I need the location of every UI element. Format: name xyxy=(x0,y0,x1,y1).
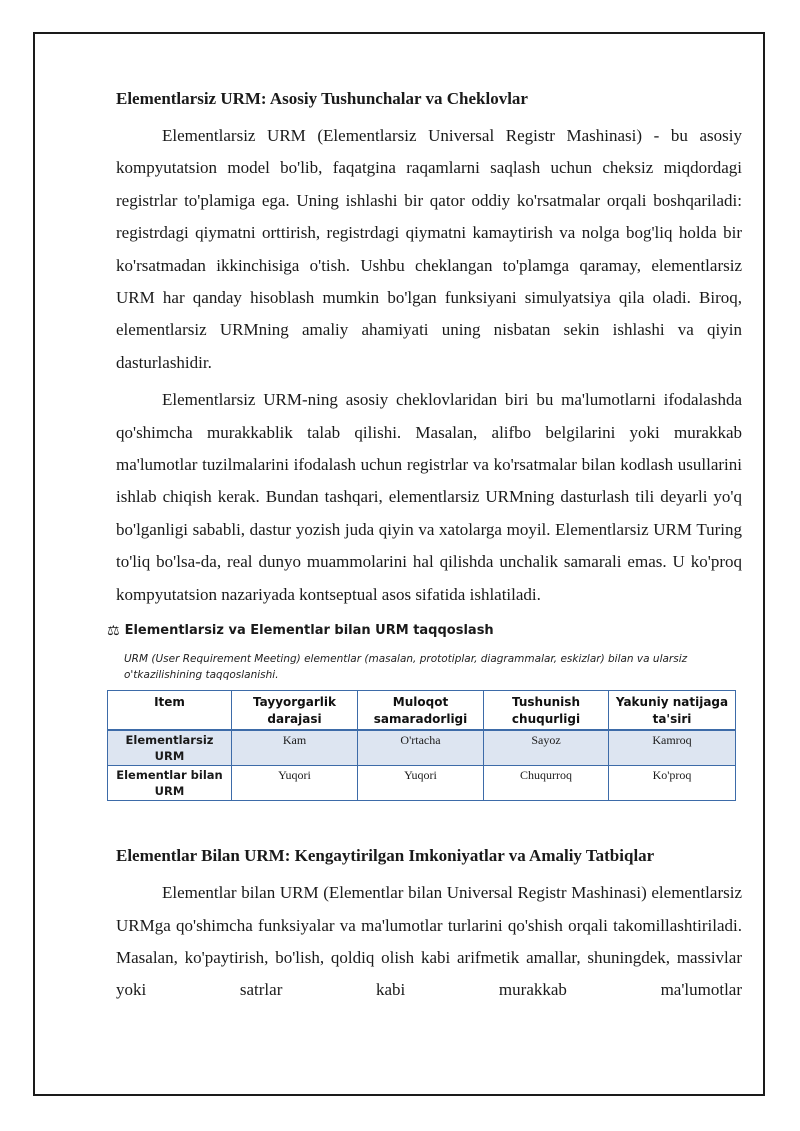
column-header: Muloqot samaradorligi xyxy=(358,691,484,731)
table-cell: O'rtacha xyxy=(358,730,484,766)
column-header: Item xyxy=(108,691,232,731)
table-cell: Kam xyxy=(232,730,358,766)
body-paragraph: Elementlarsiz URM (Elementlarsiz Universal Registr Mashinasi) - bu asosiy kompyutatsion model bo'lib, faqatgina raqamlarni saqlash uchun cheksiz miqdordagi registrlar to'plamiga ega. Uning ishlashi bir qator oddiy ko'rsatmalar orqali boshqariladi: registrdagi qiymatni orttirish, registrdagi qiymatni kamaytirish va nolga bog'liq holda bir ko'rsatmadan ikkinchisiga o'tish. Ushbu cheklangan to'plamga qaramay, elementlarsiz URM har qanday hisoblash mumkin bo'lgan funksiyani simulyatsiya qila oladi. Biroq, elementlarsiz URMning amaliy ahamiyati uning nisbatan sekin ishlashi va qiyin dasturlashidir. xyxy=(116,126,742,372)
row-header: Elementlarsiz URM xyxy=(108,730,232,766)
body-paragraph: Elementlar bilan URM (Elementlar bilan Universal Registr Mashinasi) elementlarsiz URMga qo'shimcha funksiyalar va ma'lumotlar turlarini qo'shish orqali takomillashtiriladi. Masalan, ko'paytirish, bo'lish, qoldiq olish kabi arifmetik amallar, shuningdek, massivlar yoki satrlar kabi murakkab ma'lumotlar xyxy=(116,883,742,1000)
column-header: Tushunish chuqurligi xyxy=(484,691,609,731)
document-content xyxy=(107,86,742,1007)
section-heading: Elementlarsiz URM: Asosiy Tushunchalar va Cheklovlar xyxy=(116,89,528,108)
table-title xyxy=(107,620,735,642)
scale-icon: ⚖ xyxy=(107,623,120,640)
table-cell: Yuqori xyxy=(232,766,358,801)
column-header: Yakuniy natijaga ta'siri xyxy=(609,691,736,731)
table-cell: Kamroq xyxy=(609,730,736,766)
table-cell: Sayoz xyxy=(484,730,609,766)
table-cell: Yuqori xyxy=(358,766,484,801)
table-cell: Chuqurroq xyxy=(484,766,609,801)
table-row xyxy=(108,766,736,801)
body-paragraph: Elementlarsiz URM-ning asosiy cheklovlaridan biri bu ma'lumotlarni ifodalashda qo'shimcha murakkablik talab qilishi. Masalan, alifbo belgilarini yoki murakkab ma'lumotlar tuzilmalarini ifodalash uchun registrlar va ko'rsatmalar bilan kodlash usullarini ishlab chiqish kerak. Bundan tashqari, elementlarsiz URMning dasturlash tili deyarli yo'q bo'lganligi sababli, dastur yozish juda qiyin va xatolarga moyil. Elementlarsiz URM Turing to'liq bo'lsa-da, real dunyo muammolarini hal qilishda unchalik samarali emas. U ko'proq kompyutatsion nazariyada kontseptual asos sifatida ishlatiladi. xyxy=(116,390,742,604)
table-title-text: Elementlarsiz va Elementlar bilan URM taqqoslash xyxy=(124,623,494,639)
comparison-table xyxy=(107,690,736,801)
table-caption: URM (User Requirement Meeting) elementlar (masalan, prototiplar, diagrammalar, eskizlar) bilan va ularsiz o'tkazilishining taqqoslanishi. xyxy=(124,653,688,682)
table-row xyxy=(108,730,736,766)
section-heading: Elementlar Bilan URM: Kengaytirilgan Imkoniyatlar va Amaliy Tatbiqlar xyxy=(116,846,655,866)
table-cell: Ko'proq xyxy=(609,766,736,801)
row-header: Elementlar bilan URM xyxy=(108,766,232,801)
table-header-row xyxy=(108,691,736,731)
comparison-table-block xyxy=(107,620,735,801)
column-header: Tayyorgarlik darajasi xyxy=(232,691,358,731)
